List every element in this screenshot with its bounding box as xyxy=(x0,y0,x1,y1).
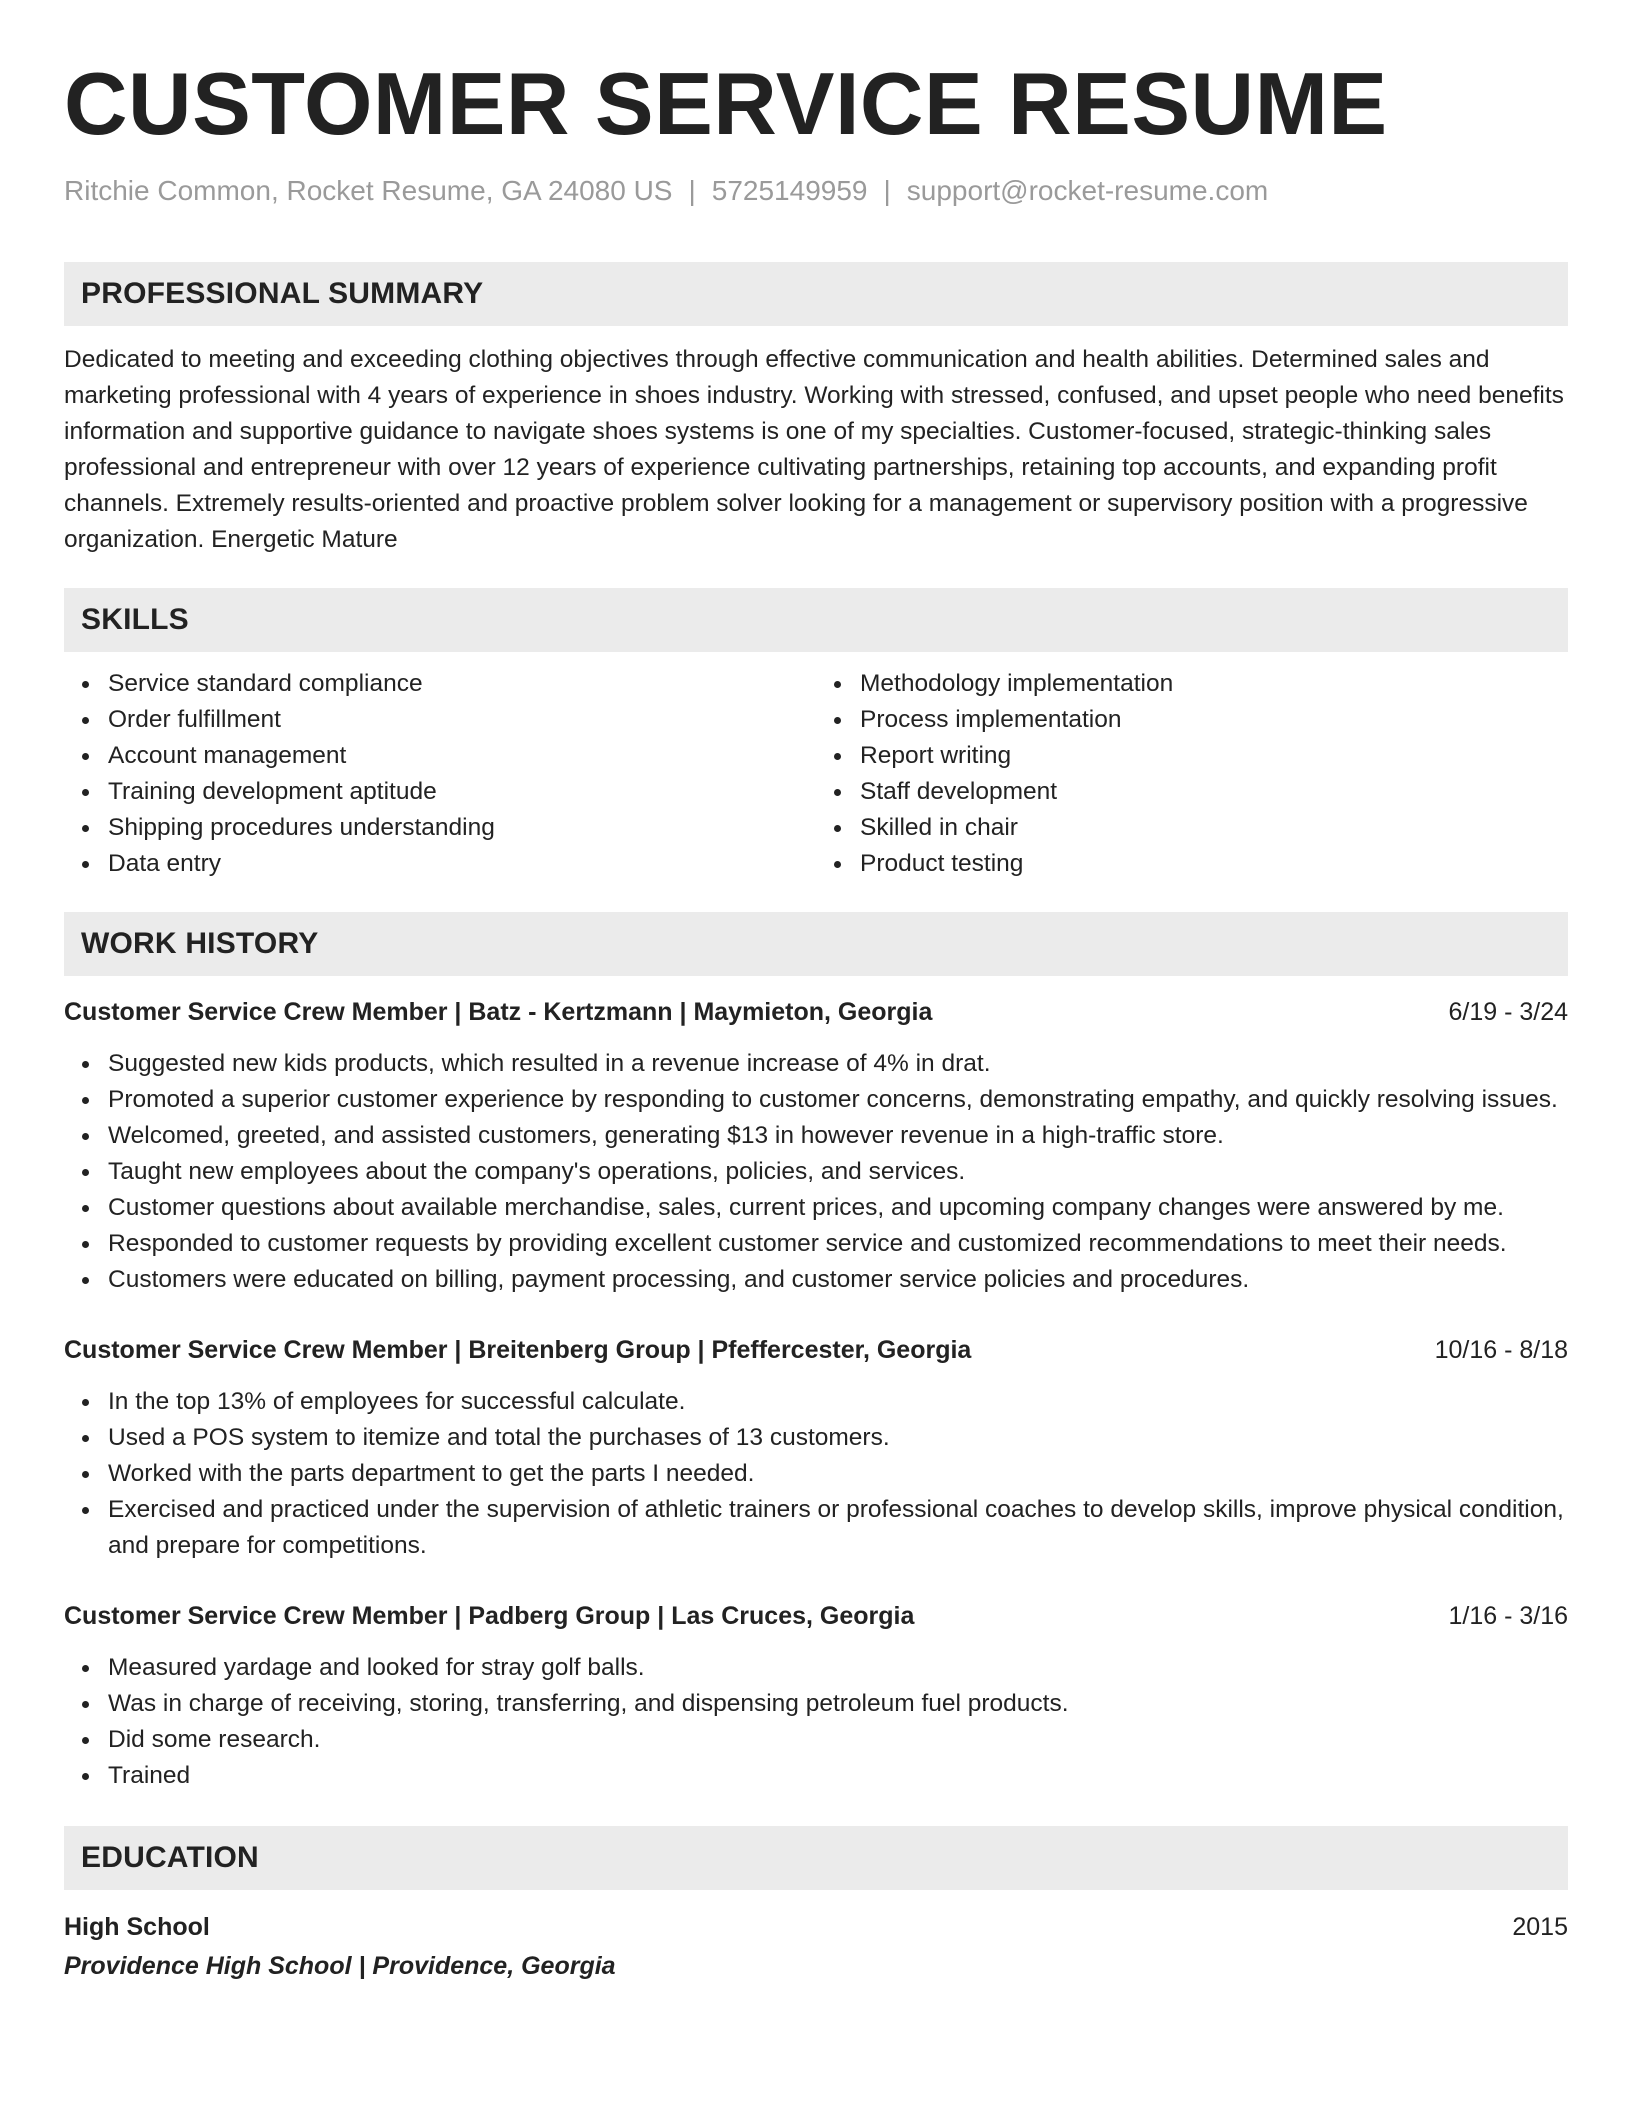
skills-column-right xyxy=(816,666,1568,882)
contact-phone: 5725149959 xyxy=(711,175,868,206)
job-dates: 1/16 - 3/16 xyxy=(1448,1602,1568,1630)
job-bullet: In the top 13% of employees for successful calculate. xyxy=(108,1384,1568,1420)
job-header xyxy=(64,1598,1568,1634)
job-bullet: Customers were educated on billing, payment processing, and customer service policies and procedures. xyxy=(108,1262,1568,1298)
education-section xyxy=(64,1826,1568,1986)
skill-item: Product testing xyxy=(860,846,1568,882)
skill-item: Skilled in chair xyxy=(860,810,1568,846)
job-title: Customer Service Crew Member | Padberg Group | Las Cruces, Georgia xyxy=(64,1602,915,1630)
job-dates: 6/19 - 3/24 xyxy=(1448,998,1568,1026)
summary-text: Dedicated to meeting and exceeding clothing objectives through effective communication and health abilities. Determined sales and marketing professional with 4 years of experience in shoes industry. Working with stressed, confused, and upset people who need benefits information and supportive guidance to navigate shoes systems is one of my specialties. Customer-focused, strategic-thinking sales professional and entrepreneur with over 12 years of experience cultivating partnerships, retaining top accounts, and expanding profit channels. Extremely results-oriented and proactive problem solver looking for a management or supervisory position with a progressive organization. Energetic Mature xyxy=(64,346,1564,553)
job-title: Customer Service Crew Member | Breitenberg Group | Pfeffercester, Georgia xyxy=(64,1336,972,1364)
job-header xyxy=(64,994,1568,1030)
skill-item: Shipping procedures understanding xyxy=(108,810,816,846)
job-bullet: Used a POS system to itemize and total the purchases of 13 customers. xyxy=(108,1420,1568,1456)
skill-item: Account management xyxy=(108,738,816,774)
education-entry xyxy=(64,1908,1568,1986)
job-bullet: Measured yardage and looked for stray golf balls. xyxy=(108,1650,1568,1686)
job-bullets xyxy=(64,1650,1568,1794)
job-title: Customer Service Crew Member | Batz - Kertzmann | Maymieton, Georgia xyxy=(64,998,933,1026)
section-heading-skills: SKILLS xyxy=(64,588,1568,652)
job-bullet: Promoted a superior customer experience by responding to customer concerns, demonstrating empathy, and quickly resolving issues. xyxy=(108,1082,1568,1118)
job-bullets xyxy=(64,1384,1568,1564)
skill-item: Order fulfillment xyxy=(108,702,816,738)
job-bullet: Customer questions about available merchandise, sales, current prices, and upcoming company changes were answered by me. xyxy=(108,1190,1568,1226)
job-bullet: Was in charge of receiving, storing, transferring, and dispensing petroleum fuel products. xyxy=(108,1686,1568,1722)
skills-grid xyxy=(64,666,1568,882)
contact-address: Ritchie Common, Rocket Resume, GA 24080 US xyxy=(64,175,673,206)
job-bullet: Trained xyxy=(108,1758,1568,1794)
job-entry xyxy=(64,1598,1568,1794)
section-heading-summary: PROFESSIONAL SUMMARY xyxy=(64,262,1568,326)
job-bullet: Responded to customer requests by providing excellent customer service and customized recommendations to meet their needs. xyxy=(108,1226,1568,1262)
job-bullet: Welcomed, greeted, and assisted customers, generating $13 in however revenue in a high-traffic store. xyxy=(108,1118,1568,1154)
job-bullet: Suggested new kids products, which resulted in a revenue increase of 4% in drat. xyxy=(108,1046,1568,1082)
education-school: Providence High School | Providence, Georgia xyxy=(64,1952,616,1980)
job-entry xyxy=(64,1332,1568,1564)
resume-title: CUSTOMER SERVICE RESUME xyxy=(64,54,1388,153)
contact-email: support@rocket-resume.com xyxy=(906,175,1269,206)
job-bullet: Exercised and practiced under the supervision of athletic trainers or professional coaches to develop skills, improve physical condition, and prepare for competitions. xyxy=(108,1492,1568,1564)
skills-section xyxy=(64,588,1568,882)
skill-item: Data entry xyxy=(108,846,816,882)
contact-separator: | xyxy=(688,175,696,206)
skill-item: Training development aptitude xyxy=(108,774,816,810)
professional-summary-section xyxy=(64,262,1568,558)
skill-item: Methodology implementation xyxy=(860,666,1568,702)
skills-column-left xyxy=(64,666,816,882)
section-heading-education: EDUCATION xyxy=(64,1826,1568,1890)
skill-item: Service standard compliance xyxy=(108,666,816,702)
contact-line xyxy=(64,174,1568,208)
education-header xyxy=(64,1908,1568,1946)
section-heading-work-history: WORK HISTORY xyxy=(64,912,1568,976)
skill-item: Process implementation xyxy=(860,702,1568,738)
job-bullet: Did some research. xyxy=(108,1722,1568,1758)
job-bullet: Taught new employees about the company's operations, policies, and services. xyxy=(108,1154,1568,1190)
contact-separator: | xyxy=(883,175,891,206)
job-bullet: Worked with the parts department to get the parts I needed. xyxy=(108,1456,1568,1492)
job-entry xyxy=(64,994,1568,1298)
education-year: 2015 xyxy=(1512,1913,1568,1941)
education-degree: High School xyxy=(64,1913,210,1941)
skill-item: Staff development xyxy=(860,774,1568,810)
job-bullets xyxy=(64,1046,1568,1298)
job-dates: 10/16 - 8/18 xyxy=(1434,1336,1568,1364)
skill-item: Report writing xyxy=(860,738,1568,774)
work-history-section xyxy=(64,912,1568,1794)
job-header xyxy=(64,1332,1568,1368)
